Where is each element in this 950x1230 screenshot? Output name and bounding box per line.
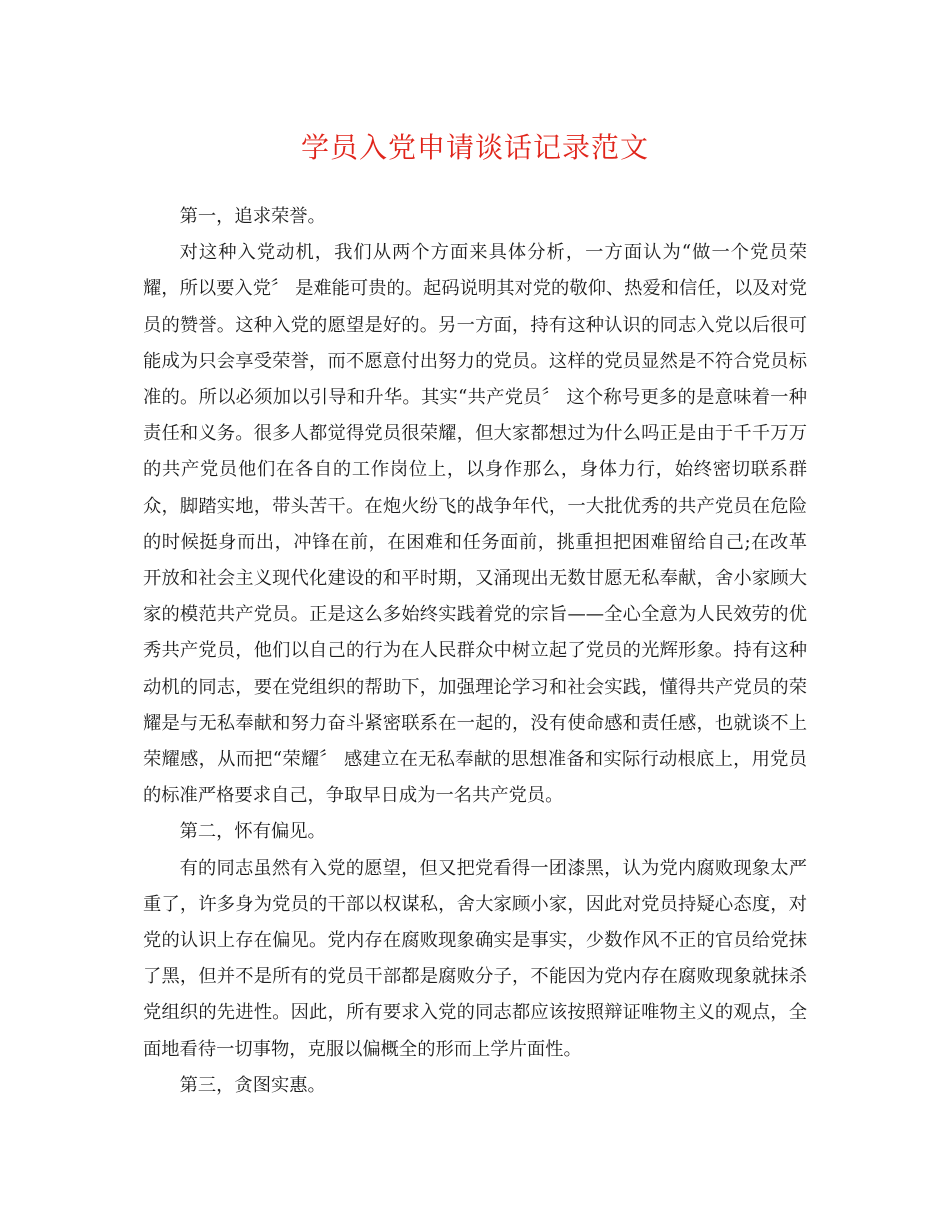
heading-third: 第三，贪图实惠。 (179, 1074, 326, 1096)
heading-second: 第二，怀有偏见。 (179, 821, 326, 843)
document-title: 学员入党申请谈话记录范文 (300, 131, 649, 164)
heading-first: 第一，追求荣誉。 (179, 206, 326, 227)
paragraph-honor: 对这种入党动机，我们从两个方面来具体分析，一方面认为“做一个党员荣耀，所以要入党〞 是难能可贵的。起码说明其对党的敬仰、热爱和信任，以及对党员的赞誉。这种入党的愿望是好的。另一方面，持有这种认识的同志入党以后很可能成为只会享受荣誉，而不愿意付出努力的党员。这样的党员显然是不符合党员标准的。所以必须加以引导和升华。其实“共产党员〞 这个称号更多的是意味着一种责任和义务。很多人都觉得党员很荣耀，但大家都想过为什么吗正是由于千千万万的共产党员他们在各自的工作岗位上，以身作那么，身体力行，始终密切联系群众，脚踏实地，带头苦干。在炮火纷飞的战争年代，一大批优秀的共产党员在危险的时候挺身而出，冲锋在前，在困难和任务面前，挑重担把困难留给自己;在改革开放和社会主义现代化建设的和平时期，又涌现出无数甘愿无私奉献，舍小家顾大家的模范共产党员。正是这么多始终实践着党的宗旨——全心全意为人民效劳的优秀共产党员，他们以自己的行为在人民群众中树立起了党员的光辉形象。持有这种动机的同志，要在党组织的帮助下，加强理论学习和社会实践，懂得共产党员的荣耀是与无私奉献和努力奋斗紧密联系在一起的，没有使命感和责任感，也就谈不上荣耀感，从而把“荣耀〞 感建立在无私奉献的思想准备和实际行动根底上，用党员的标准严格要求自己，争取早日成为一名共产党员。 (143, 242, 807, 807)
document-body (143, 199, 807, 1104)
paragraph-prejudice: 有的同志虽然有入党的愿望，但又把党看得一团漆黑，认为党内腐败现象太严重了，许多身为党员的干部以权谋私，舍大家顾小家，因此对党员持疑心态度，对党的认识上存在偏见。党内存在腐败现象确实是事实，少数作风不正的官员给党抹了黑，但并不是所有的党员干部都是腐败分子，不能因为党内存在腐败现象就抹杀党组织的先进性。因此，所有要求入党的同志都应该按照辩证唯物主义的观点，全面地看待一切事物，克服以偏概全的形而上学片面性。 (143, 857, 807, 1060)
